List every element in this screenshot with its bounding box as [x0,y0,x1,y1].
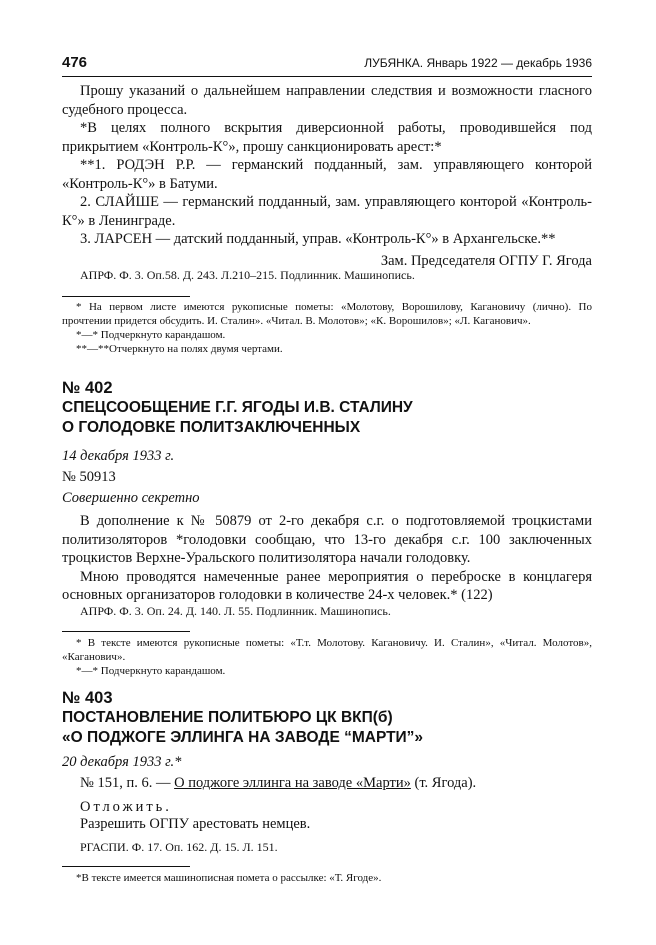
doc402-footnotes [62,636,592,678]
paragraph: *В целях полного вскрытия диверсионной работы, проводившейся под прикрытием «Контроль-К°», прошу санкционировать арест:* [62,120,592,155]
doc403-meta [62,753,592,792]
agenda-item-suffix: (т. Ягода). [414,775,477,791]
document-title: «О ПОДЖОГЕ ЭЛЛИНГА НА ЗАВОДЕ “МАРТИ”» [62,729,424,746]
paragraph: В дополнение к № 50879 от 2-го декабря с.г. о подготовляемой троцкистами политизоляторов *голодовки сообщаю, что 13-го декабря с.г. 100 заключенных троцкистов Верхне-Уральского политизолятора начали голодовку. [62,513,592,566]
page-header [62,54,592,77]
paragraph: Мною проводятся намеченные ранее мероприятия о переброске в концлагеря основных организаторов голодовки в количестве 24-х человек.* (122) [62,568,592,603]
running-title: ЛУБЯНКА. Январь 1922 — декабрь 1936 [364,56,592,70]
agenda-item-subject: О поджоге эллинга на заводе «Марти» [174,775,411,791]
page-number: 476 [62,54,88,71]
document-number: № 403 [62,689,113,707]
footnote: *В тексте имеется машинописная помета о рассылке: «Т. Ягоде». [76,872,382,884]
archive-source: АПРФ. Ф. 3. Оп. 24. Д. 140. Л. 55. Подлинник. Машинопись. [80,604,391,618]
footnote: **—**Отчеркнуто на полях двумя чертами. [76,343,283,355]
archive-source: РГАСПИ. Ф. 17. Оп. 162. Д. 15. Л. 151. [80,840,278,854]
footnote: *—* Подчеркнуто карандашом. [76,665,226,677]
doc402-body [62,512,592,605]
decision [62,798,592,816]
doc401-footnotes [62,300,592,356]
paragraph: 3. ЛАРСЕН — датский подданный, управ. «Контроль-К°» в Архангельске.** [80,231,556,247]
resolution: Разрешить ОГПУ арестовать немцев. [80,816,311,832]
paragraph: **1. РОДЭН Р.Р. — германский подданный, зам. управляющего конторой «Контроль-К°» в Батуми. [62,157,592,192]
doc403-footnotes [62,871,592,885]
doc403-heading [62,688,592,748]
signature: Зам. Председателя ОГПУ Г. Ягода [380,252,592,269]
archive-source: АПРФ. Ф. 3. Оп.58. Д. 243. Л.210–215. Подлинник. Машинопись. [80,268,415,282]
classification: Совершенно секретно [62,490,200,506]
footnote-divider [62,866,190,867]
document-title: О ГОЛОДОВКЕ ПОЛИТЗАКЛЮЧЕННЫХ [62,419,361,436]
footnote: *—* Подчеркнуто карандашом. [76,329,226,341]
footnote-divider [62,631,190,632]
document-date: 20 декабря 1933 г.* [62,754,182,770]
document-number: № 402 [62,379,113,397]
doc402-heading [62,378,592,438]
decision-text: Отложить. [80,799,172,815]
document-title: ПОСТАНОВЛЕНИЕ ПОЛИТБЮРО ЦК ВКП(б) [62,709,393,726]
doc402-meta [62,447,592,507]
paragraph: 2. СЛАЙШЕ — германский подданный, зам. управляющего конторой «Контроль-К°» в Ленинграде. [62,194,592,229]
footnote: * На первом листе имеются рукописные пометы: «Молотову, Ворошилову, Кагановичу (лично). По прочтении придется обсудить. И. Сталин». «Читал. В. Молотов»; «К. Ворошилов»; «Л. Каганович». [62,301,592,327]
footnote-divider [62,296,190,297]
footnote: * В тексте имеются рукописные пометы: «Т.т. Молотову. Кагановичу. И. Сталин», «Читал. Молотов», «Каганович». [62,637,592,663]
registration-number: № 50913 [62,469,116,485]
agenda-item [62,774,592,792]
paragraph: Прошу указаний о дальнейшем направлении следствия и возможности гласного судебного процесса. [62,83,592,118]
doc401-body [62,82,592,270]
document-title: СПЕЦСООБЩЕНИЕ Г.Г. ЯГОДЫ И.В. СТАЛИНУ [62,399,413,416]
document-date: 14 декабря 1933 г. [62,448,175,464]
agenda-item-prefix: № 151, п. 6. — [80,775,171,791]
